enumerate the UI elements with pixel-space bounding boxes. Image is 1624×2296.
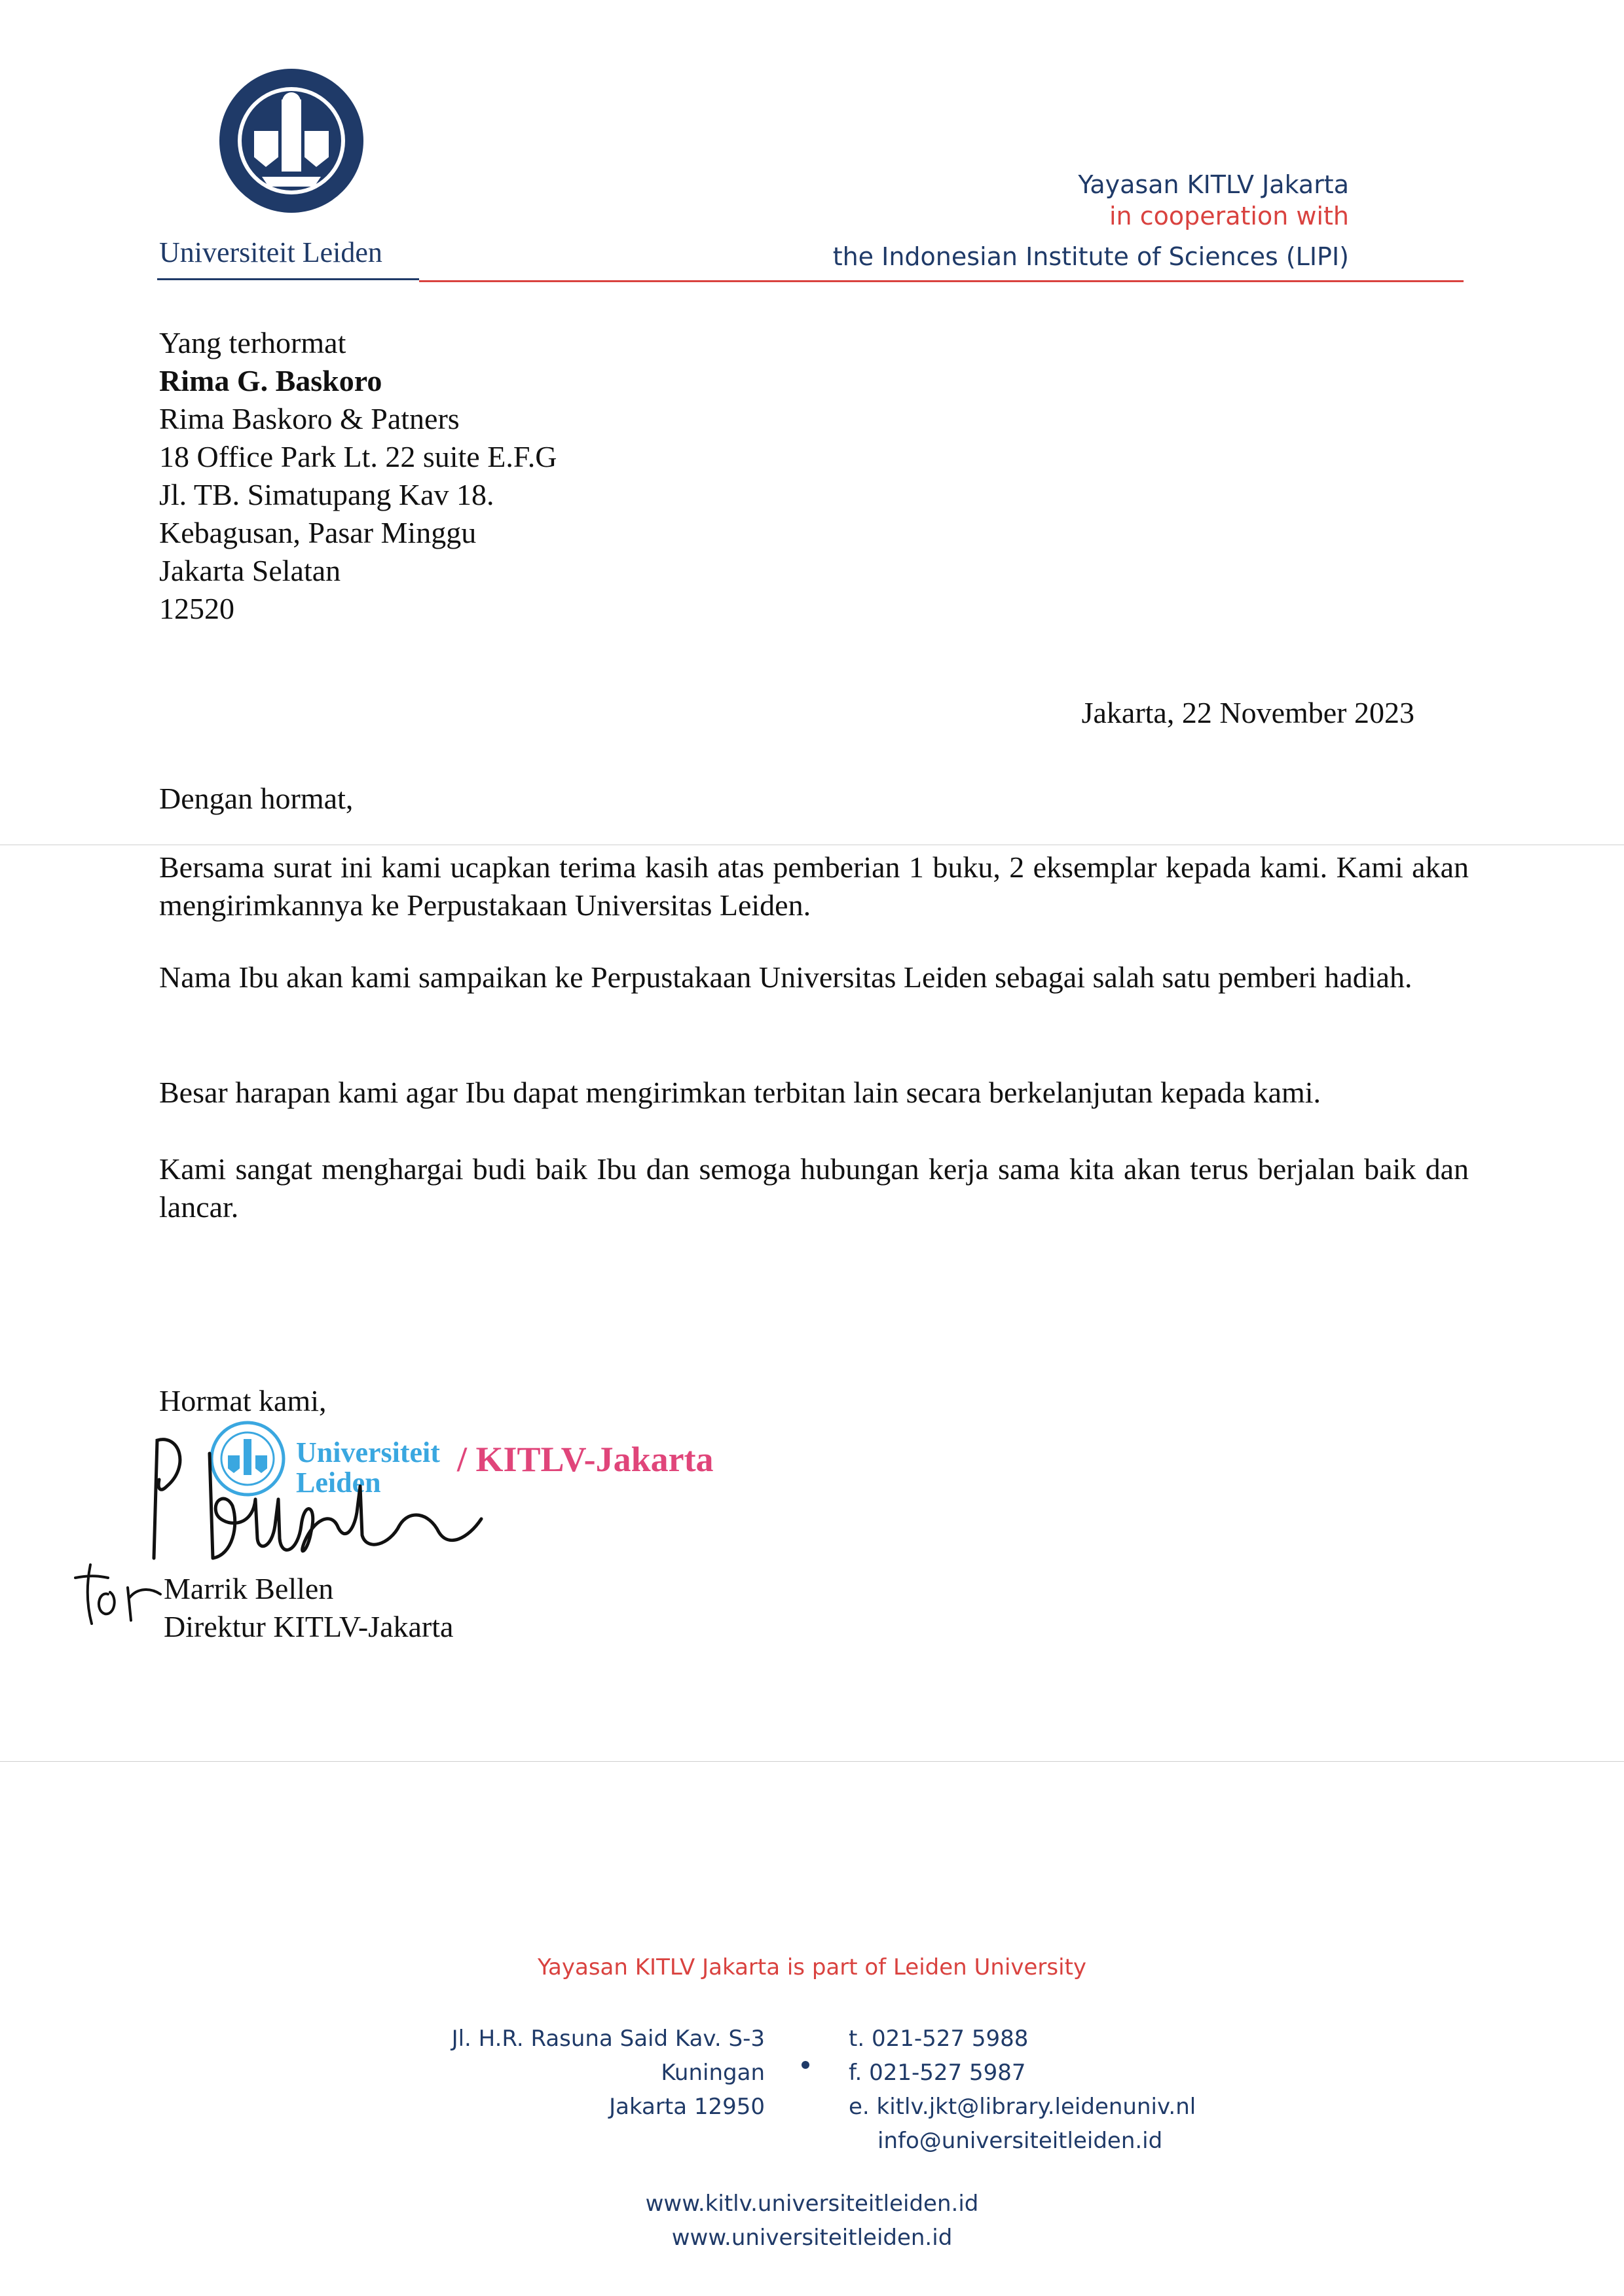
org-name: Yayasan KITLV Jakarta xyxy=(1078,170,1349,199)
recipient-salutation: Yang terhormat xyxy=(159,326,346,359)
address-line: 12520 xyxy=(159,592,234,625)
footer-address-line: Jakarta 12950 xyxy=(609,2094,765,2120)
footer-web-link[interactable]: www.universiteitleiden.id xyxy=(671,2225,953,2251)
header-divider-blue xyxy=(157,278,419,280)
stamp-line: Leiden xyxy=(296,1467,381,1499)
fold-line xyxy=(0,1761,1624,1762)
footer-email-link[interactable]: info@universiteitleiden.id xyxy=(877,2128,1163,2154)
greeting: Dengan hormat, xyxy=(159,782,354,815)
header-divider-red xyxy=(419,280,1464,282)
body-paragraph: Besar harapan kami agar Ibu dapat mengirimkan terbitan lain secara berkelanjutan kepada kami. xyxy=(159,1076,1321,1109)
body-paragraph: Kami sangat menghargai budi baik Ibu dan semoga hubungan kerja sama kita akan terus berjalan baik dan lancar. xyxy=(159,1152,1469,1224)
stamp-line: Universiteit xyxy=(296,1436,440,1468)
organization-header xyxy=(833,169,1349,272)
footer-fax: f. 021-527 5987 xyxy=(849,2060,1026,2086)
signer-name: Marrik Bellen xyxy=(164,1572,334,1605)
leiden-seal-icon xyxy=(216,65,367,216)
address-line: Jakarta Selatan xyxy=(159,554,341,587)
footer-email-link[interactable]: e. kitlv.jkt@library.leidenuniv.nl xyxy=(849,2094,1196,2120)
signer-title: Direktur KITLV-Jakarta xyxy=(164,1610,454,1643)
body-paragraph: Nama Ibu akan kami sampaikan ke Perpustakaan Universitas Leiden sebagai salah satu pemberi hadiah. xyxy=(159,960,1412,994)
signature xyxy=(141,1427,507,1571)
recipient-address xyxy=(159,324,557,628)
recipient-name: Rima G. Baskoro xyxy=(159,364,382,397)
footer-address xyxy=(452,2022,765,2124)
handwritten-for-mark xyxy=(72,1558,177,1630)
partner-institute: the Indonesian Institute of Sciences (LIPI) xyxy=(832,242,1349,271)
cooperation-label: in cooperation with xyxy=(1109,202,1349,230)
address-line: Jl. TB. Simatupang Kav 18. xyxy=(159,478,494,511)
footer-web-link[interactable]: www.kitlv.universiteitleiden.id xyxy=(645,2191,979,2217)
signer-block xyxy=(164,1570,453,1646)
footer-websites xyxy=(0,2187,1624,2255)
footer-contact xyxy=(849,2022,1196,2158)
body-paragraph: Bersama surat ini kami ucapkan terima kasih atas pemberian 1 buku, 2 eksemplar kepada kami. Kami akan mengirimkannya ke Perpustakaan Universitas Leiden. xyxy=(159,850,1469,922)
address-line: Rima Baskoro & Patners xyxy=(159,402,460,435)
stamp-kitlv: / KITLV-Jakarta xyxy=(457,1440,714,1479)
footer-tagline: Yayasan KITLV Jakarta is part of Leiden University xyxy=(537,1954,1087,1980)
footer-address-line: Jl. H.R. Rasuna Said Kav. S-3 xyxy=(451,2026,765,2052)
bullet-icon xyxy=(802,2061,809,2069)
university-name: Universiteit Leiden xyxy=(159,236,382,268)
closing: Hormat kami, xyxy=(159,1384,327,1417)
letter-date: Jakarta, 22 November 2023 xyxy=(1081,696,1414,729)
footer-phone: t. 021-527 5988 xyxy=(849,2026,1029,2052)
address-line: Kebagusan, Pasar Minggu xyxy=(159,516,477,549)
address-line: 18 Office Park Lt. 22 suite E.F.G xyxy=(159,440,557,473)
footer-address-line: Kuningan xyxy=(661,2060,765,2086)
